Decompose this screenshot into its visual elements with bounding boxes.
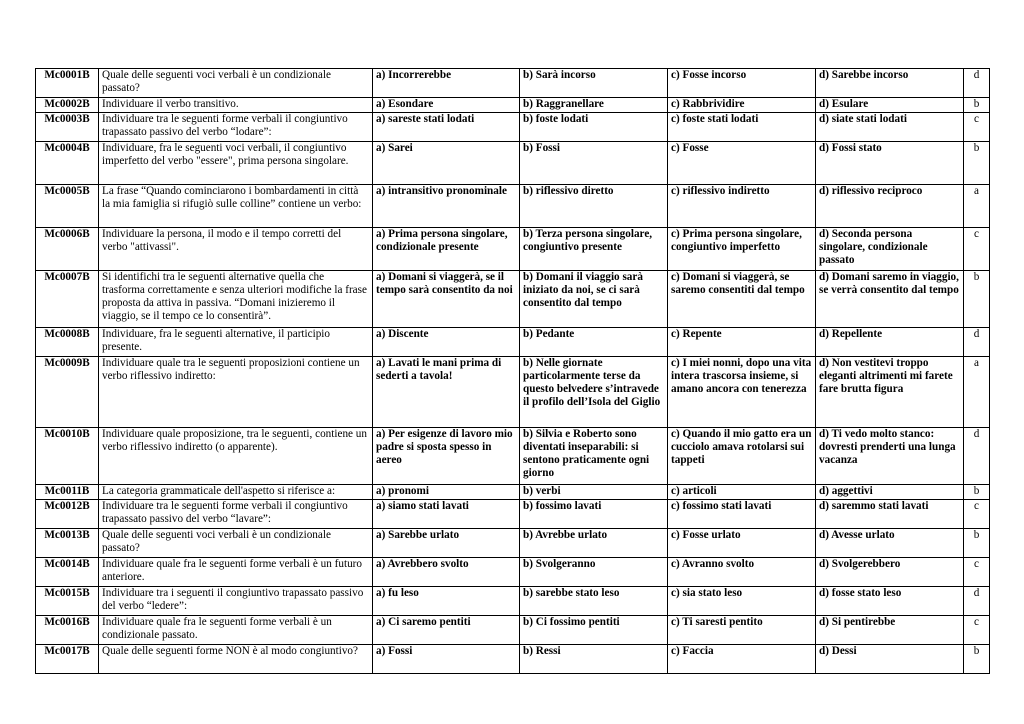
question-code: Mc0011B [36, 485, 99, 500]
table-row [36, 69, 990, 98]
question-code: Mc0006B [36, 228, 99, 271]
question-text: Individuare quale fra le seguenti forme verbali è un condizionale passato. [99, 616, 373, 645]
question-text: Individuare, fra le seguenti voci verbali, il congiuntivo imperfetto del verbo "essere", prima persona singolare. [99, 142, 373, 185]
option-a: a) fu leso [373, 587, 520, 616]
question-code: Mc0009B [36, 357, 99, 428]
question-code: Mc0005B [36, 185, 99, 228]
option-d: d) Fossi stato [816, 142, 964, 185]
option-b: b) Svolgeranno [520, 558, 668, 587]
question-code: Mc0014B [36, 558, 99, 587]
question-text: Individuare quale proposizione, tra le seguenti, contiene un verbo riflessivo indiretto (o apparente). [99, 428, 373, 485]
correct-answer: b [964, 645, 990, 674]
option-d: d) Non vestitevi troppo eleganti altrimenti mi farete fare brutta figura [816, 357, 964, 428]
question-text: La categoria grammaticale dell'aspetto si riferisce a: [99, 485, 373, 500]
option-b: b) Avrebbe urlato [520, 529, 668, 558]
correct-answer: d [964, 587, 990, 616]
option-d: d) riflessivo reciproco [816, 185, 964, 228]
table-row [36, 645, 990, 674]
option-c: c) Avranno svolto [668, 558, 816, 587]
question-text: Si identifichi tra le seguenti alternative quella che trasforma correttamente e senza ulteriori modifiche la frase proposta da attiva in passiva. “Domani inizieremo il viaggio, se il tempo ce lo consentirà”. [99, 271, 373, 328]
quiz-table [35, 68, 990, 674]
option-b: b) Ci fossimo pentiti [520, 616, 668, 645]
correct-answer: b [964, 485, 990, 500]
option-c: c) Repente [668, 328, 816, 357]
quiz-table-body [36, 69, 990, 674]
question-code: Mc0001B [36, 69, 99, 98]
question-code: Mc0008B [36, 328, 99, 357]
option-a: a) Domani si viaggerà, se il tempo sarà consentito da noi [373, 271, 520, 328]
option-a: a) Ci saremo pentiti [373, 616, 520, 645]
question-text: Quale delle seguenti voci verbali è un condizionale passato? [99, 529, 373, 558]
option-c: c) Fosse [668, 142, 816, 185]
table-row [36, 142, 990, 185]
question-text: Individuare, fra le seguenti alternative, il participio presente. [99, 328, 373, 357]
table-row [36, 113, 990, 142]
question-text: Individuare tra i seguenti il congiuntivo trapassato passivo del verbo “ledere”: [99, 587, 373, 616]
option-c: c) sia stato leso [668, 587, 816, 616]
question-text: Individuare tra le seguenti forme verbali il congiuntivo trapassato passivo del verbo “lodare”: [99, 113, 373, 142]
correct-answer: b [964, 98, 990, 113]
option-a: a) Per esigenze di lavoro mio padre si sposta spesso in aereo [373, 428, 520, 485]
option-a: a) Discente [373, 328, 520, 357]
table-row [36, 271, 990, 328]
option-d: d) Seconda persona singolare, condizionale passato [816, 228, 964, 271]
question-code: Mc0013B [36, 529, 99, 558]
question-code: Mc0004B [36, 142, 99, 185]
option-d: d) Ti vedo molto stanco: dovresti prenderti una lunga vacanza [816, 428, 964, 485]
option-c: c) Fosse incorso [668, 69, 816, 98]
option-b: b) Ressi [520, 645, 668, 674]
question-code: Mc0015B [36, 587, 99, 616]
correct-answer: b [964, 529, 990, 558]
correct-answer: b [964, 271, 990, 328]
question-code: Mc0007B [36, 271, 99, 328]
option-a: a) intransitivo pronominale [373, 185, 520, 228]
option-c: c) Domani si viaggerà, se saremo consentiti dal tempo [668, 271, 816, 328]
correct-answer: c [964, 616, 990, 645]
option-b: b) Pedante [520, 328, 668, 357]
option-d: d) aggettivi [816, 485, 964, 500]
option-c: c) riflessivo indiretto [668, 185, 816, 228]
question-text: Individuare tra le seguenti forme verbali il congiuntivo trapassato passivo del verbo “lavare”: [99, 500, 373, 529]
option-a: a) pronomi [373, 485, 520, 500]
option-b: b) Raggranellare [520, 98, 668, 113]
option-c: c) Quando il mio gatto era un cucciolo amava rotolarsi sui tappeti [668, 428, 816, 485]
option-b: b) Terza persona singolare, congiuntivo presente [520, 228, 668, 271]
correct-answer: c [964, 113, 990, 142]
option-a: a) Esondare [373, 98, 520, 113]
table-row [36, 529, 990, 558]
option-d: d) saremmo stati lavati [816, 500, 964, 529]
option-c: c) Prima persona singolare, congiuntivo imperfetto [668, 228, 816, 271]
option-c: c) fossimo stati lavati [668, 500, 816, 529]
option-b: b) foste lodati [520, 113, 668, 142]
option-b: b) Domani il viaggio sarà iniziato da noi, se ci sarà consentito dal tempo [520, 271, 668, 328]
correct-answer: c [964, 500, 990, 529]
option-c: c) foste stati lodati [668, 113, 816, 142]
option-d: d) Avesse urlato [816, 529, 964, 558]
question-code: Mc0010B [36, 428, 99, 485]
option-b: b) riflessivo diretto [520, 185, 668, 228]
table-row [36, 485, 990, 500]
option-d: d) Dessi [816, 645, 964, 674]
option-d: d) Si pentirebbe [816, 616, 964, 645]
question-code: Mc0002B [36, 98, 99, 113]
option-c: c) I miei nonni, dopo una vita intera trascorsa insieme, si amano ancora con tenerezza [668, 357, 816, 428]
question-code: Mc0017B [36, 645, 99, 674]
correct-answer: d [964, 69, 990, 98]
option-b: b) Fossi [520, 142, 668, 185]
question-text: Quale delle seguenti forme NON è al modo congiuntivo? [99, 645, 373, 674]
option-b: b) fossimo lavati [520, 500, 668, 529]
question-text: Individuare il verbo transitivo. [99, 98, 373, 113]
option-a: a) sareste stati lodati [373, 113, 520, 142]
option-a: a) Prima persona singolare, condizionale presente [373, 228, 520, 271]
option-a: a) Incorrerebbe [373, 69, 520, 98]
option-c: c) Rabbrividire [668, 98, 816, 113]
question-code: Mc0016B [36, 616, 99, 645]
question-text: Individuare la persona, il modo e il tempo corretti del verbo "attivassi". [99, 228, 373, 271]
option-d: d) fosse stato leso [816, 587, 964, 616]
table-row [36, 357, 990, 428]
table-row [36, 587, 990, 616]
correct-answer: c [964, 228, 990, 271]
table-row [36, 616, 990, 645]
option-a: a) Sarebbe urlato [373, 529, 520, 558]
option-d: d) Repellente [816, 328, 964, 357]
option-c: c) Faccia [668, 645, 816, 674]
question-text: Individuare quale fra le seguenti forme verbali è un futuro anteriore. [99, 558, 373, 587]
option-d: d) Sarebbe incorso [816, 69, 964, 98]
table-row [36, 328, 990, 357]
question-code: Mc0012B [36, 500, 99, 529]
question-text: Individuare quale tra le seguenti proposizioni contiene un verbo riflessivo indiretto: [99, 357, 373, 428]
question-text: Quale delle seguenti voci verbali è un condizionale passato? [99, 69, 373, 98]
correct-answer: b [964, 142, 990, 185]
option-b: b) verbi [520, 485, 668, 500]
option-b: b) Sarà incorso [520, 69, 668, 98]
table-row [36, 228, 990, 271]
correct-answer: c [964, 558, 990, 587]
option-a: a) Fossi [373, 645, 520, 674]
correct-answer: d [964, 328, 990, 357]
option-b: b) Silvia e Roberto sono diventati inseparabili: si sentono praticamente ogni giorno [520, 428, 668, 485]
option-a: a) Sarei [373, 142, 520, 185]
question-text: La frase “Quando cominciarono i bombardamenti in città la mia famiglia si rifugiò sulle colline” contiene un verbo: [99, 185, 373, 228]
table-row [36, 500, 990, 529]
option-b: b) sarebbe stato leso [520, 587, 668, 616]
option-d: d) Svolgerebbero [816, 558, 964, 587]
option-d: d) Domani saremo in viaggio, se verrà consentito dal tempo [816, 271, 964, 328]
option-c: c) articoli [668, 485, 816, 500]
option-b: b) Nelle giornate particolarmente terse da questo belvedere s’intravede il profilo dell’Isola del Giglio [520, 357, 668, 428]
option-a: a) siamo stati lavati [373, 500, 520, 529]
table-row [36, 98, 990, 113]
option-c: c) Fosse urlato [668, 529, 816, 558]
correct-answer: d [964, 428, 990, 485]
table-row [36, 428, 990, 485]
correct-answer: a [964, 357, 990, 428]
option-d: d) siate stati lodati [816, 113, 964, 142]
option-a: a) Avrebbero svolto [373, 558, 520, 587]
question-code: Mc0003B [36, 113, 99, 142]
correct-answer: a [964, 185, 990, 228]
option-a: a) Lavati le mani prima di sederti a tavola! [373, 357, 520, 428]
table-row [36, 185, 990, 228]
table-row [36, 558, 990, 587]
option-d: d) Esulare [816, 98, 964, 113]
option-c: c) Ti saresti pentito [668, 616, 816, 645]
